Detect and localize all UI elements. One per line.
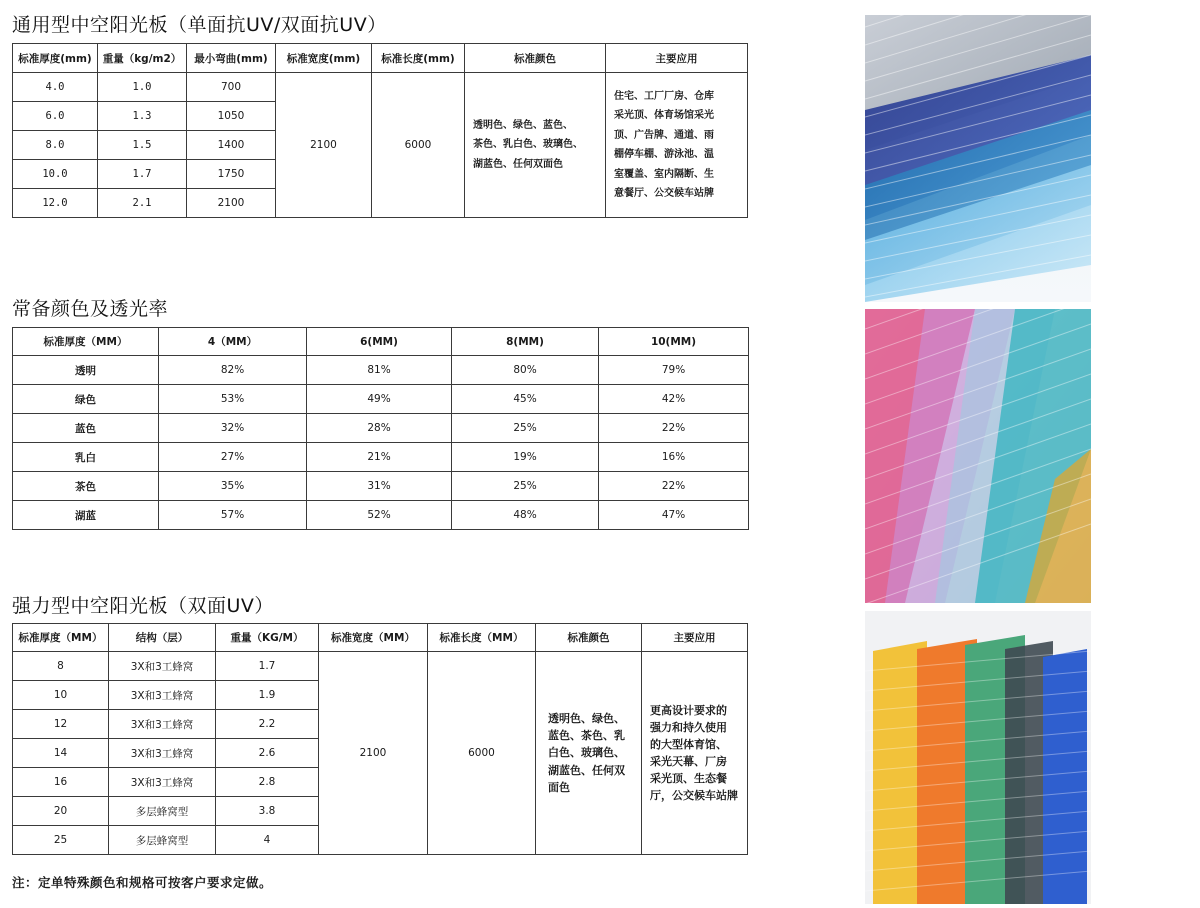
value-cell: 35% <box>159 472 307 501</box>
fanned-colored-sheets-photo <box>865 309 1091 603</box>
thickness-cell: 8.0 <box>13 131 98 160</box>
bend-cell: 700 <box>187 73 276 102</box>
transmittance-table <box>12 327 749 530</box>
value-cell: 22% <box>599 414 749 443</box>
colors-cell <box>536 652 642 855</box>
table-row <box>13 472 749 501</box>
bend-cell: 1050 <box>187 102 276 131</box>
weight-cell: 1.9 <box>216 681 319 710</box>
application-line: 的大型体育馆、 <box>650 737 727 751</box>
color-cell: 湖蓝 <box>13 501 159 530</box>
colors-line: 湖蓝色、任何双 <box>548 763 625 777</box>
structure-cell: 多层蜂窝型 <box>109 826 216 855</box>
application-line: 棚停车棚、游泳池、温 <box>614 149 714 160</box>
length-cell: 6000 <box>428 652 536 855</box>
weight-cell: 2.2 <box>216 710 319 739</box>
value-cell: 49% <box>307 385 452 414</box>
col-header-length: 标准长度（MM） <box>428 624 536 652</box>
application-line: 住宅、工厂厂房、仓库 <box>614 90 714 102</box>
col-header-colors: 标准颜色 <box>536 624 642 652</box>
value-cell: 80% <box>452 356 599 385</box>
colors-line: 透明色、绿色、 <box>548 712 625 726</box>
table-row <box>13 73 748 102</box>
col-header-thickness: 标准厚度(mm) <box>13 44 98 73</box>
footnote: 注：定单特殊颜色和规格可按客户要求定做。 <box>12 875 273 890</box>
thickness-cell: 10 <box>13 681 109 710</box>
stacked-blue-sheets-illustration <box>865 15 1091 302</box>
weight-cell: 1.3 <box>98 102 187 131</box>
value-cell: 28% <box>307 414 452 443</box>
table-row <box>13 414 749 443</box>
col-header-weight: 重量（kg/m2） <box>98 44 187 73</box>
value-cell: 25% <box>452 472 599 501</box>
upright-colored-sheets-photo <box>865 611 1091 904</box>
weight-cell: 1.7 <box>216 652 319 681</box>
application-line: 更高设计要求的 <box>650 703 727 717</box>
table-header-row <box>13 328 749 356</box>
table-row <box>13 652 748 681</box>
length-cell: 6000 <box>372 73 465 218</box>
weight-cell: 1.5 <box>98 131 187 160</box>
thickness-cell: 20 <box>13 797 109 826</box>
weight-cell: 2.6 <box>216 739 319 768</box>
col-header-application: 主要应用 <box>606 44 748 73</box>
col-header-6mm: 6(MM) <box>307 328 452 356</box>
table-row <box>13 501 749 530</box>
weight-cell: 2.1 <box>98 189 187 218</box>
col-header-thickness: 标准厚度（MM） <box>13 328 159 356</box>
col-header-8mm: 8(MM) <box>452 328 599 356</box>
bend-cell: 1750 <box>187 160 276 189</box>
weight-cell: 1.7 <box>98 160 187 189</box>
width-cell: 2100 <box>319 652 428 855</box>
table-header-row <box>13 624 748 652</box>
col-header-weight: 重量（KG/M） <box>216 624 319 652</box>
thickness-cell: 8 <box>13 652 109 681</box>
table-row <box>13 385 749 414</box>
table-row <box>13 356 749 385</box>
structure-cell: 3X和3工蜂窝 <box>109 652 216 681</box>
value-cell: 19% <box>452 443 599 472</box>
colors-line: 透明色、绿色、蓝色、 <box>473 119 573 131</box>
color-cell: 透明 <box>13 356 159 385</box>
thickness-cell: 12.0 <box>13 189 98 218</box>
application-line: 采光顶、体育场馆采光 <box>614 110 714 121</box>
col-header-length: 标准长度(mm) <box>372 44 465 73</box>
col-header-10mm: 10(MM) <box>599 328 749 356</box>
application-line: 室覆盖、室内隔断、生 <box>614 168 714 180</box>
col-header-thickness: 标准厚度（MM） <box>13 624 109 652</box>
stacked-blue-sheets-photo <box>865 15 1091 302</box>
colors-line: 蓝色、茶色、乳 <box>548 729 625 743</box>
thickness-cell: 16 <box>13 768 109 797</box>
application-line: 顶、广告牌、通道、雨 <box>614 129 714 141</box>
value-cell: 53% <box>159 385 307 414</box>
col-header-application: 主要应用 <box>642 624 748 652</box>
bend-cell: 2100 <box>187 189 276 218</box>
section1-title: 通用型中空阳光板（单面抗UV/双面抗UV） <box>12 14 387 36</box>
value-cell: 47% <box>599 501 749 530</box>
application-line: 采光天幕、厂房 <box>650 755 727 768</box>
weight-cell: 1.0 <box>98 73 187 102</box>
value-cell: 21% <box>307 443 452 472</box>
value-cell: 81% <box>307 356 452 385</box>
value-cell: 25% <box>452 414 599 443</box>
structure-cell: 3X和3工蜂窝 <box>109 681 216 710</box>
value-cell: 31% <box>307 472 452 501</box>
structure-cell: 多层蜂窝型 <box>109 797 216 826</box>
table-row <box>13 443 749 472</box>
color-cell: 绿色 <box>13 385 159 414</box>
value-cell: 82% <box>159 356 307 385</box>
col-header-bend: 最小弯曲(mm) <box>187 44 276 73</box>
col-header-structure: 结构（层） <box>109 624 216 652</box>
application-line: 意餐厅、公交候车站牌 <box>614 188 714 199</box>
value-cell: 52% <box>307 501 452 530</box>
weight-cell: 2.8 <box>216 768 319 797</box>
color-cell: 蓝色 <box>13 414 159 443</box>
value-cell: 48% <box>452 501 599 530</box>
value-cell: 45% <box>452 385 599 414</box>
thickness-cell: 12 <box>13 710 109 739</box>
width-cell: 2100 <box>276 73 372 218</box>
structure-cell: 3X和3工蜂窝 <box>109 710 216 739</box>
thickness-cell: 14 <box>13 739 109 768</box>
section3-title: 强力型中空阳光板（双面UV） <box>12 595 274 617</box>
section2-title: 常备颜色及透光率 <box>12 298 169 320</box>
fanned-colored-sheets-illustration <box>865 309 1091 603</box>
col-header-colors: 标准颜色 <box>465 44 606 73</box>
col-header-width: 标准宽度(mm) <box>276 44 372 73</box>
structure-cell: 3X和3工蜂窝 <box>109 739 216 768</box>
colors-line: 面色 <box>548 780 570 794</box>
value-cell: 22% <box>599 472 749 501</box>
thickness-cell: 4.0 <box>13 73 98 102</box>
col-header-width: 标准宽度（MM） <box>319 624 428 652</box>
table-header-row <box>13 44 748 73</box>
colors-cell <box>465 73 606 218</box>
application-cell <box>606 73 748 218</box>
colors-line: 湖蓝色、任何双面色 <box>473 158 563 170</box>
col-header-4mm: 4（MM） <box>159 328 307 356</box>
weight-cell: 3.8 <box>216 797 319 826</box>
colors-line: 白色、玻璃色、 <box>548 746 625 760</box>
application-cell <box>642 652 748 855</box>
color-cell: 茶色 <box>13 472 159 501</box>
heavy-duty-spec-table <box>12 623 748 855</box>
value-cell: 57% <box>159 501 307 530</box>
bend-cell: 1400 <box>187 131 276 160</box>
structure-cell: 3X和3工蜂窝 <box>109 768 216 797</box>
upright-colored-sheets-illustration <box>865 611 1091 904</box>
general-spec-table <box>12 43 748 218</box>
value-cell: 32% <box>159 414 307 443</box>
value-cell: 27% <box>159 443 307 472</box>
application-line: 厅，公交候车站牌 <box>650 789 738 803</box>
value-cell: 79% <box>599 356 749 385</box>
thickness-cell: 10.0 <box>13 160 98 189</box>
color-cell: 乳白 <box>13 443 159 472</box>
thickness-cell: 6.0 <box>13 102 98 131</box>
weight-cell: 4 <box>216 826 319 855</box>
application-line: 采光顶、生态餐 <box>650 772 727 786</box>
thickness-cell: 25 <box>13 826 109 855</box>
application-line: 强力和持久使用 <box>650 720 727 734</box>
value-cell: 42% <box>599 385 749 414</box>
value-cell: 16% <box>599 443 749 472</box>
colors-line: 茶色、乳白色、玻璃色、 <box>473 139 583 151</box>
